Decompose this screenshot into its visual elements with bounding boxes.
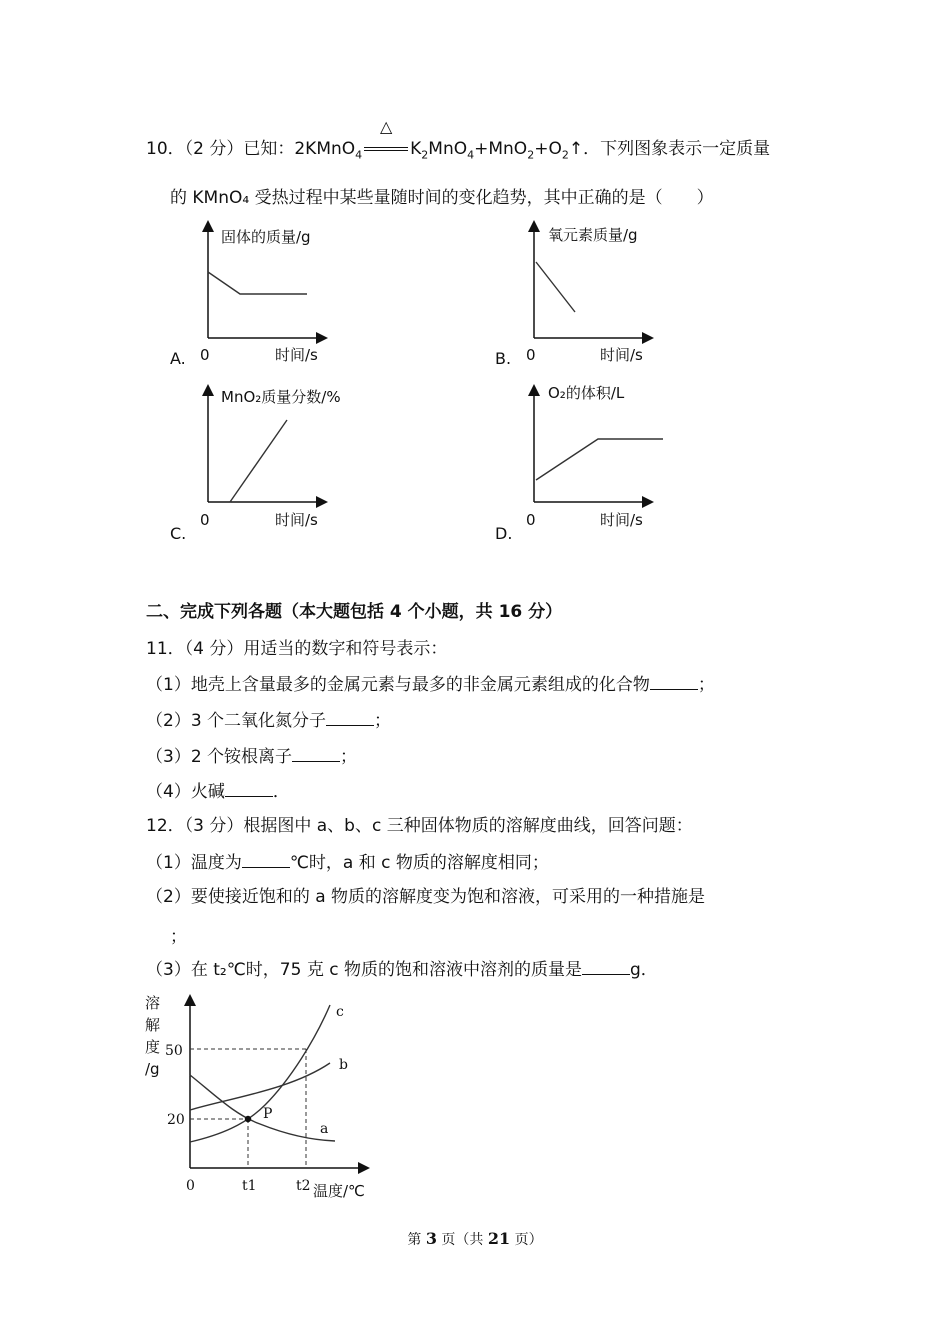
curve-label-b: b bbox=[339, 1057, 348, 1073]
answer-blank[interactable] bbox=[650, 673, 698, 690]
q11-p4-end: ． bbox=[272, 782, 290, 802]
heat-symbol: △ bbox=[379, 117, 393, 136]
footer-mid: 页（共 bbox=[436, 1232, 488, 1248]
curve-b bbox=[190, 1063, 330, 1110]
q12-part-3 bbox=[146, 958, 658, 981]
sol-xtick-t2: t2 bbox=[296, 1178, 311, 1194]
graph-c-ylabel: MnO₂质量分数/% bbox=[221, 388, 341, 406]
q10-tail: ↑．下列图象表示一定质量 bbox=[568, 139, 771, 159]
curve-c bbox=[190, 1005, 330, 1142]
option-d-label: D. bbox=[495, 524, 513, 543]
q12-p3b: g． bbox=[629, 960, 658, 980]
q11-p4-text: （4）火碱 bbox=[146, 782, 225, 802]
answer-blank[interactable] bbox=[326, 709, 374, 726]
point-p-marker bbox=[245, 1116, 251, 1122]
q10-prefix: 10．（2 分）已知：2KMnO bbox=[146, 139, 356, 159]
graph-d bbox=[526, 384, 663, 529]
q12-p1b: ℃时，a 和 c 物质的溶解度相同； bbox=[289, 853, 549, 873]
graph-b bbox=[526, 226, 648, 364]
graph-d-ylabel: O₂的体积/L bbox=[548, 384, 625, 402]
answer-blank[interactable] bbox=[582, 958, 630, 975]
q10-plus-mno2: +MnO bbox=[474, 139, 528, 159]
q11-p3-end: ； bbox=[340, 747, 358, 767]
footer-post: 页） bbox=[510, 1232, 543, 1248]
sol-ylabel-2: 度 bbox=[145, 1038, 161, 1056]
sol-ytick-50: 50 bbox=[165, 1043, 183, 1059]
graph-a-ylabel: 固体的质量/g bbox=[221, 228, 311, 246]
sol-ylabel-1: 解 bbox=[145, 1016, 161, 1034]
graph-c-xlabel: 时间/s bbox=[275, 511, 318, 529]
page-footer bbox=[0, 1229, 950, 1249]
graph-a-xlabel: 时间/s bbox=[275, 346, 318, 364]
q10-plus-o2: +O bbox=[534, 139, 562, 159]
q11-part-3 bbox=[146, 745, 357, 768]
answer-blank[interactable] bbox=[242, 851, 290, 868]
sol-xtick-t1: t1 bbox=[242, 1178, 257, 1194]
question-10-line-1: 10．（2 分）已知：2KMnO$_4$ △ $K_2MnO_4+MnO_2+O_2↑$．下列图象表示一定质量 bbox=[146, 117, 771, 162]
graph-d-xlabel: 时间/s bbox=[600, 511, 643, 529]
q12-part-1 bbox=[146, 851, 549, 874]
point-p-label: P bbox=[263, 1106, 273, 1122]
q11-p1-end: ； bbox=[697, 675, 715, 695]
graph-b-xlabel: 时间/s bbox=[600, 346, 643, 364]
sol-ylabel-3: /g bbox=[145, 1060, 160, 1078]
q10-product: MnO bbox=[428, 139, 468, 159]
sol-xlabel: 温度/℃ bbox=[313, 1182, 365, 1200]
sol-ylabel-0: 溶 bbox=[145, 994, 161, 1012]
q12-stem: 12．（3 分）根据图中 a、b、c 三种固体物质的溶解度曲线，回答问题： bbox=[146, 816, 693, 836]
footer-pre: 第 bbox=[407, 1232, 426, 1248]
q10-k: K bbox=[410, 139, 422, 159]
q12-part-2: （2）要使接近饱和的 a 物质的溶解度变为饱和溶液，可采用的一种措施是 bbox=[146, 887, 706, 907]
q11-p3-text: （3）2 个铵根离子 bbox=[146, 747, 293, 767]
sol-xtick-0: 0 bbox=[186, 1178, 195, 1194]
solubility-chart bbox=[145, 994, 365, 1200]
graph-b-ylabel: 氧元素质量/g bbox=[548, 226, 638, 244]
sol-ytick-20: 20 bbox=[167, 1112, 185, 1128]
q11-part-1 bbox=[146, 673, 715, 696]
graph-c bbox=[200, 388, 341, 529]
option-a-label: A. bbox=[170, 349, 186, 368]
graph-b-origin: 0 bbox=[526, 346, 536, 364]
q12-p1a: （1）温度为 bbox=[146, 853, 242, 873]
q11-part-4 bbox=[146, 780, 290, 803]
graph-c-origin: 0 bbox=[200, 511, 210, 529]
graph-a bbox=[200, 226, 322, 364]
option-c-label: C. bbox=[170, 524, 187, 543]
q11-p2-end: ； bbox=[374, 711, 392, 731]
q11-p1-text: （1）地壳上含量最多的金属元素与最多的非金属元素组成的化合物 bbox=[146, 675, 650, 695]
answer-blank[interactable] bbox=[292, 745, 340, 762]
q11-part-2 bbox=[146, 709, 391, 732]
question-10-line-2: 的 KMnO₄ 受热过程中某些量随时间的变化趋势，其中正确的是（ ） bbox=[170, 188, 714, 208]
option-b-label: B. bbox=[495, 349, 512, 368]
page-number: 3 bbox=[425, 1229, 437, 1248]
answer-blank[interactable] bbox=[225, 780, 273, 797]
q12-p3a: （3）在 t₂℃时，75 克 c 物质的饱和溶液中溶剂的质量是 bbox=[146, 960, 582, 980]
q12-part-2-end: ； bbox=[170, 927, 187, 947]
page-total: 21 bbox=[487, 1229, 511, 1248]
curve-label-c: c bbox=[336, 1004, 344, 1020]
graph-a-origin: 0 bbox=[200, 346, 210, 364]
q11-p2-text: （2）3 个二氧化氮分子 bbox=[146, 711, 327, 731]
q11-stem: 11．（4 分）用适当的数字和符号表示： bbox=[146, 639, 448, 659]
curve-label-a: a bbox=[320, 1121, 329, 1137]
graph-d-origin: 0 bbox=[526, 511, 536, 529]
section-2-heading: 二、完成下列各题（本大题包括 4 个小题，共 16 分） bbox=[146, 602, 563, 622]
